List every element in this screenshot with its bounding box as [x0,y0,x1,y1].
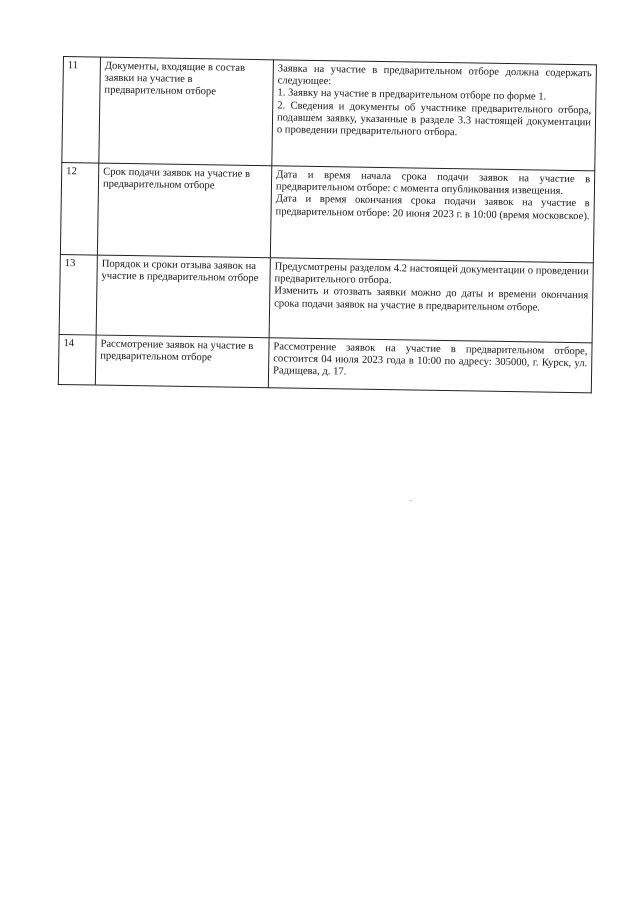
document-page [58,56,597,393]
row-number: 14 [58,334,96,385]
row-paragraph: Рассмотрение заявок на участие в предварительном отборе, состоится 04 июля 2023 года в 10:00 по адресу: 305000, г. Курск, ул. Радищева, д. 17. [272,341,588,378]
row-paragraph: 2. Сведения и документы об участнике предварительного отбора, подавшем заявку, указанные в разделе 3.3 настоящей документации о проведении предварительного отбора. [276,99,592,139]
row-label: Порядок и сроки отзыва заявок на участие в предварительном отборе [96,255,270,338]
row-label: Срок подачи заявок на участие в предварительном отборе [97,163,271,258]
row-number: 11 [62,57,101,164]
row-content [269,258,593,343]
row-paragraph: Дата и время начала срока подачи заявок на участие в предварительном отборе: с момента опубликования извещения. [275,169,591,198]
table-row [58,334,592,392]
row-content [268,338,592,393]
row-label: Документы, входящие в состав заявки на участие в предварительном отборе [99,57,274,166]
row-content [270,166,594,263]
row-paragraph: Изменить и отозвать заявки можно до даты и времени окончания срока подачи заявок на участие в предварительном отборе. [274,285,589,314]
scan-speck [410,500,412,501]
row-paragraph: Заявка на участие в предварительном отборе должна содержать следующее: [277,63,592,88]
row-paragraph: Дата и время окончания срока подачи заявок на участие в предварительном отборе: 20 июня 2023 г. в 10:00 (время московское). [275,193,590,222]
table-row [59,254,593,342]
row-number: 12 [60,162,98,255]
table-row [60,162,594,262]
row-number: 13 [59,254,97,335]
row-paragraph: 1. Заявку на участие в предварительном отборе по форме 1. [277,87,547,104]
row-content [272,60,597,171]
requirements-table [58,56,597,393]
table-row [62,57,597,171]
row-label: Рассмотрение заявок на участие в предварительном отборе [95,335,269,388]
row-paragraph: Предусмотрены разделом 4.2 настоящей документации о проведении предварительного отбора. [274,261,589,287]
